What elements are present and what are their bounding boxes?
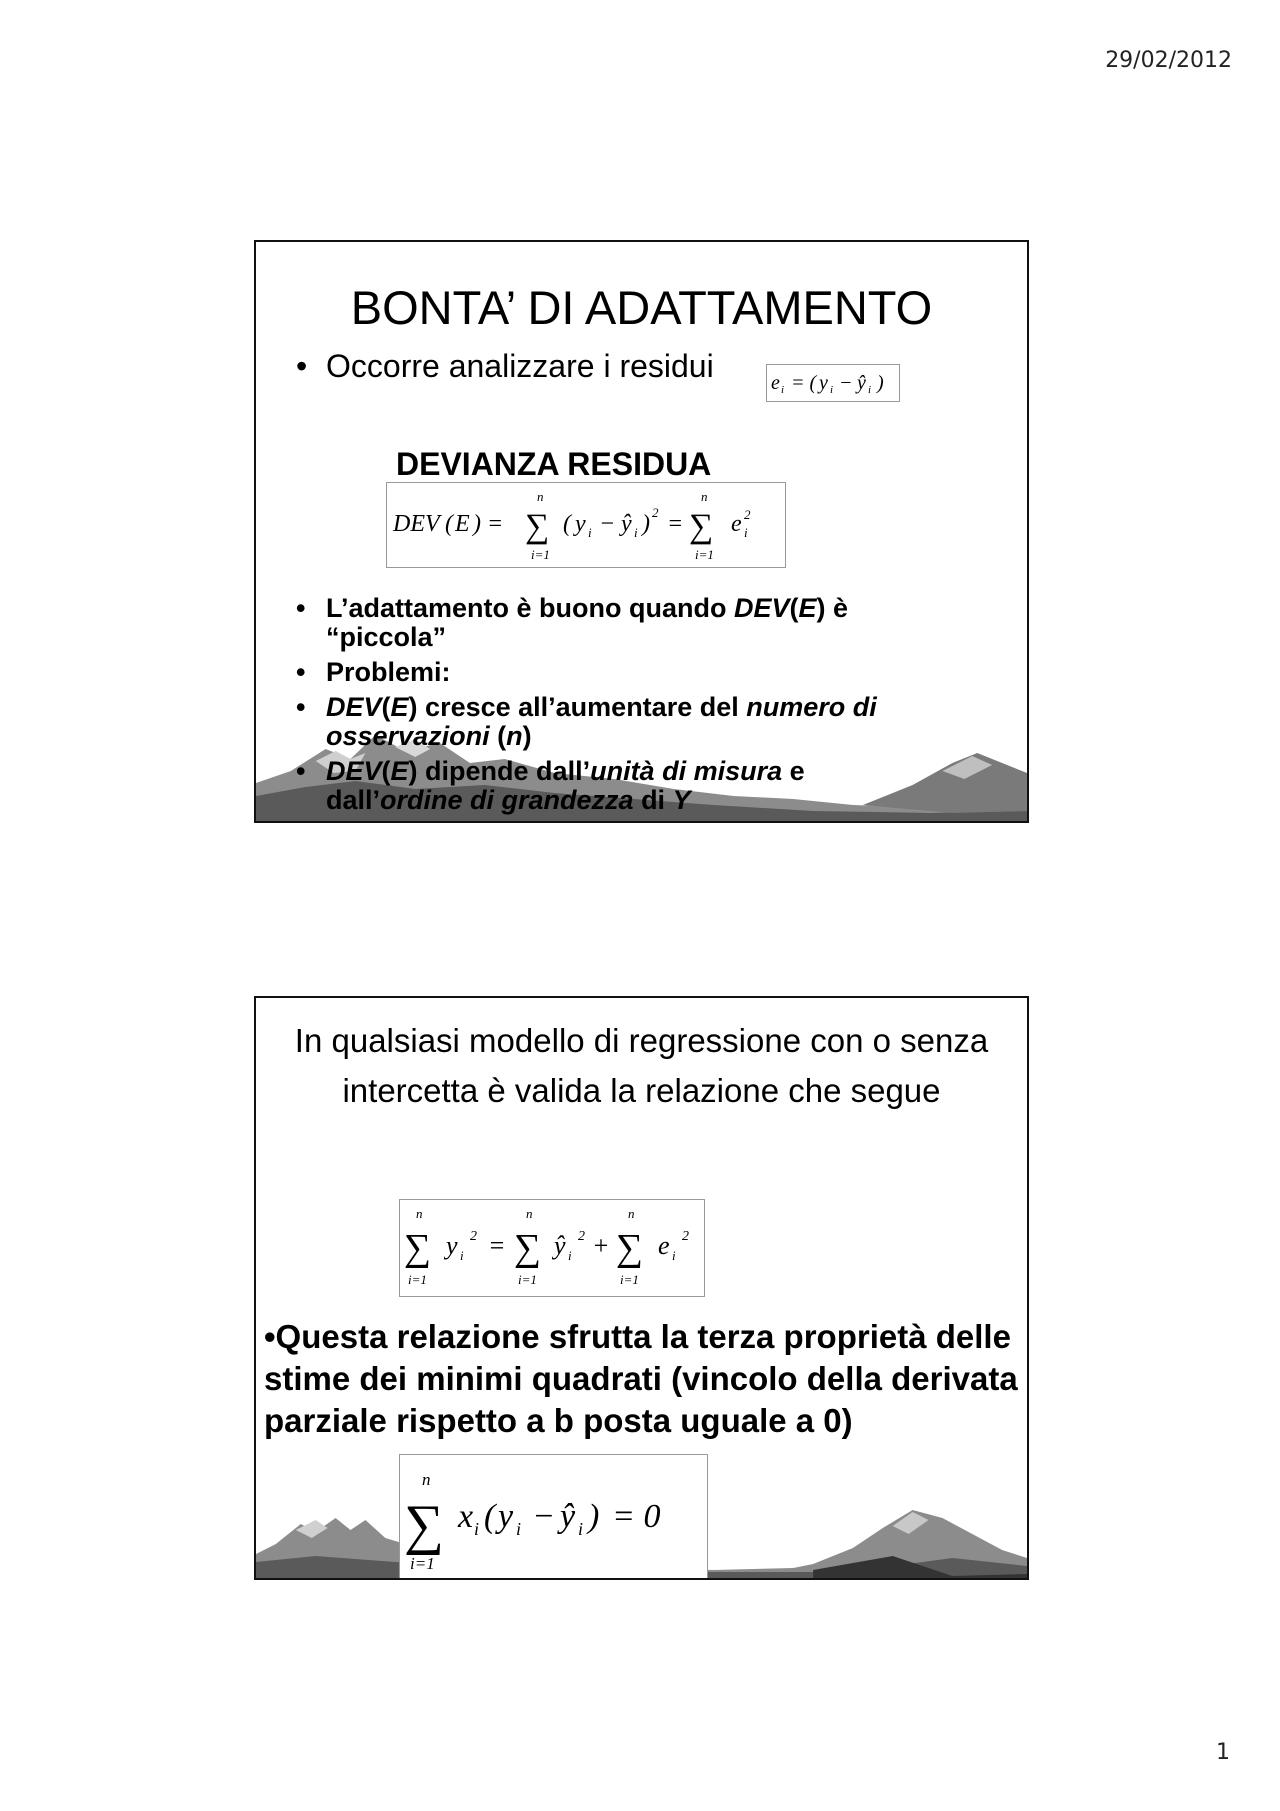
svg-text:2: 2	[744, 507, 751, 522]
svg-text:e: e	[658, 1231, 670, 1260]
bullet-residuals-text: Occorre analizzare i residui	[326, 348, 714, 384]
text-fragment: “piccola”	[326, 622, 447, 652]
svg-text:−: −	[839, 372, 853, 394]
text-fragment: cresce all’aumentare del	[417, 692, 747, 722]
page-number: 1	[1216, 1740, 1230, 1765]
text-fragment: E	[390, 692, 409, 722]
svg-text:i: i	[588, 525, 592, 540]
svg-text:) =: ) =	[473, 511, 504, 537]
svg-text:i: i	[460, 1248, 464, 1263]
svg-text:(: (	[484, 1498, 496, 1535]
svg-text:n: n	[416, 1206, 423, 1221]
residual-formula	[766, 364, 900, 402]
svg-text:): )	[642, 511, 650, 537]
svg-text:n: n	[526, 1206, 533, 1221]
decomposition-formula	[399, 1199, 705, 1297]
least-squares-note: •Questa relazione sfrutta la terza proprietà delle stime dei minimi quadrati (vincolo della derivata parziale rispetto a b posta uguale a 0)	[264, 1318, 1018, 1439]
bullet-dev-grows: • DEV(E) cresce all’aumentare del numero di osservazioni (n)	[296, 692, 877, 751]
svg-text:i=1: i=1	[518, 1272, 537, 1287]
svg-text:∑: ∑	[404, 1494, 444, 1556]
text-fragment: osservazioni	[326, 721, 490, 751]
svg-text:∑: ∑	[514, 1227, 542, 1269]
svg-text:y: y	[819, 372, 828, 394]
bullet-residuals: • Occorre analizzare i residui	[296, 348, 714, 384]
text-fragment: E	[798, 593, 817, 623]
svg-text:i=1: i=1	[410, 1554, 435, 1573]
text-fragment: E	[390, 756, 409, 786]
svg-text:): )	[877, 372, 884, 394]
svg-text:i=1: i=1	[531, 547, 550, 562]
slide-regression-identity	[254, 996, 1029, 1580]
svg-text:i=1: i=1	[408, 1272, 427, 1287]
bullet-problems: • Problemi:	[296, 657, 451, 687]
svg-text:+: +	[592, 1231, 610, 1260]
svg-text:n: n	[628, 1206, 635, 1221]
lead-line-1: In qualsiasi modello di regressione con o senza	[294, 1022, 989, 1059]
bullet-list	[296, 594, 1006, 821]
svg-text:ŷ: ŷ	[857, 372, 866, 394]
svg-text:i: i	[474, 1519, 480, 1539]
svg-text:i: i	[672, 1248, 676, 1263]
svg-text:ŷ: ŷ	[554, 1231, 566, 1260]
svg-text:(: (	[445, 511, 453, 537]
svg-text:=: =	[488, 1231, 506, 1260]
svg-text:i: i	[781, 384, 785, 396]
text-fragment: n	[506, 721, 523, 751]
svg-text:= (: = (	[791, 372, 817, 394]
svg-text:i: i	[830, 384, 834, 396]
slide-title: BONTA’ DI ADATTAMENTO	[350, 281, 933, 334]
svg-text:∑: ∑	[525, 508, 550, 545]
text-fragment: e	[782, 756, 805, 786]
svg-text:): )	[588, 1498, 600, 1535]
slide-subtitle: DEVIANZA RESIDUA	[396, 446, 712, 482]
text-fragment: ordine di grandezza	[380, 785, 634, 815]
svg-text:∑: ∑	[689, 508, 714, 545]
deviance-formula	[386, 482, 786, 568]
svg-text:x: x	[458, 1498, 474, 1535]
svg-text:y: y	[498, 1498, 514, 1535]
svg-text:E: E	[455, 511, 470, 537]
text-fragment: dipende dall’	[417, 756, 591, 786]
svg-text:i: i	[868, 384, 872, 396]
text-fragment: Problemi:	[326, 657, 451, 687]
bullet-good-fit: • L’adattamento è buono quando DEV(E) è “piccola”	[296, 593, 849, 652]
svg-text:e: e	[731, 511, 742, 537]
svg-text:i=1: i=1	[620, 1272, 639, 1287]
text-fragment: dall’	[326, 785, 381, 815]
text-fragment: Y	[672, 785, 691, 815]
text-fragment: unità di misura	[590, 756, 783, 786]
svg-text:y: y	[446, 1231, 458, 1260]
svg-text:ŷ: ŷ	[560, 1498, 576, 1535]
svg-text:2: 2	[470, 1229, 477, 1244]
svg-text:=: =	[667, 511, 684, 537]
svg-text:i: i	[744, 525, 748, 540]
svg-text:i: i	[568, 1248, 572, 1263]
svg-text:−: −	[532, 1498, 555, 1535]
text-fragment: è	[825, 593, 849, 623]
svg-text:e: e	[771, 372, 780, 394]
lead-text	[256, 1016, 1027, 1116]
svg-text:n: n	[701, 489, 708, 504]
text-fragment: DEV	[734, 593, 790, 623]
constraint-formula	[399, 1454, 708, 1580]
lead-line-2: intercetta è valida la relazione che segue	[342, 1072, 941, 1109]
svg-text:−: −	[599, 511, 616, 537]
svg-text:y: y	[575, 511, 586, 537]
svg-text:DEV: DEV	[393, 511, 440, 537]
text-fragment: di	[633, 785, 673, 815]
svg-text:∑: ∑	[404, 1227, 432, 1269]
svg-text:2: 2	[578, 1229, 585, 1244]
text-fragment: L’adattamento è buono quando	[326, 593, 734, 623]
page-date: 29/02/2012	[1105, 48, 1232, 73]
svg-text:(: (	[563, 511, 571, 537]
text-fragment: DEV	[326, 692, 382, 722]
svg-text:= 0: = 0	[612, 1498, 661, 1535]
svg-text:∑: ∑	[616, 1227, 644, 1269]
svg-text:i: i	[578, 1519, 584, 1539]
svg-text:n: n	[537, 489, 544, 504]
slide-goodness-of-fit	[254, 240, 1029, 823]
text-fragment: numero di	[746, 692, 877, 722]
text-fragment: DEV	[326, 756, 382, 786]
bullet-dev-depends: • DEV(E) dipende dall’unità di misura e dall’ordine di grandezza di Y	[296, 756, 805, 815]
svg-text:2: 2	[682, 1229, 689, 1244]
svg-text:2: 2	[652, 505, 659, 520]
svg-text:i: i	[516, 1519, 522, 1539]
svg-text:i: i	[634, 525, 638, 540]
svg-text:ŷ: ŷ	[621, 511, 632, 537]
svg-text:i=1: i=1	[695, 547, 714, 562]
svg-text:n: n	[422, 1470, 431, 1489]
